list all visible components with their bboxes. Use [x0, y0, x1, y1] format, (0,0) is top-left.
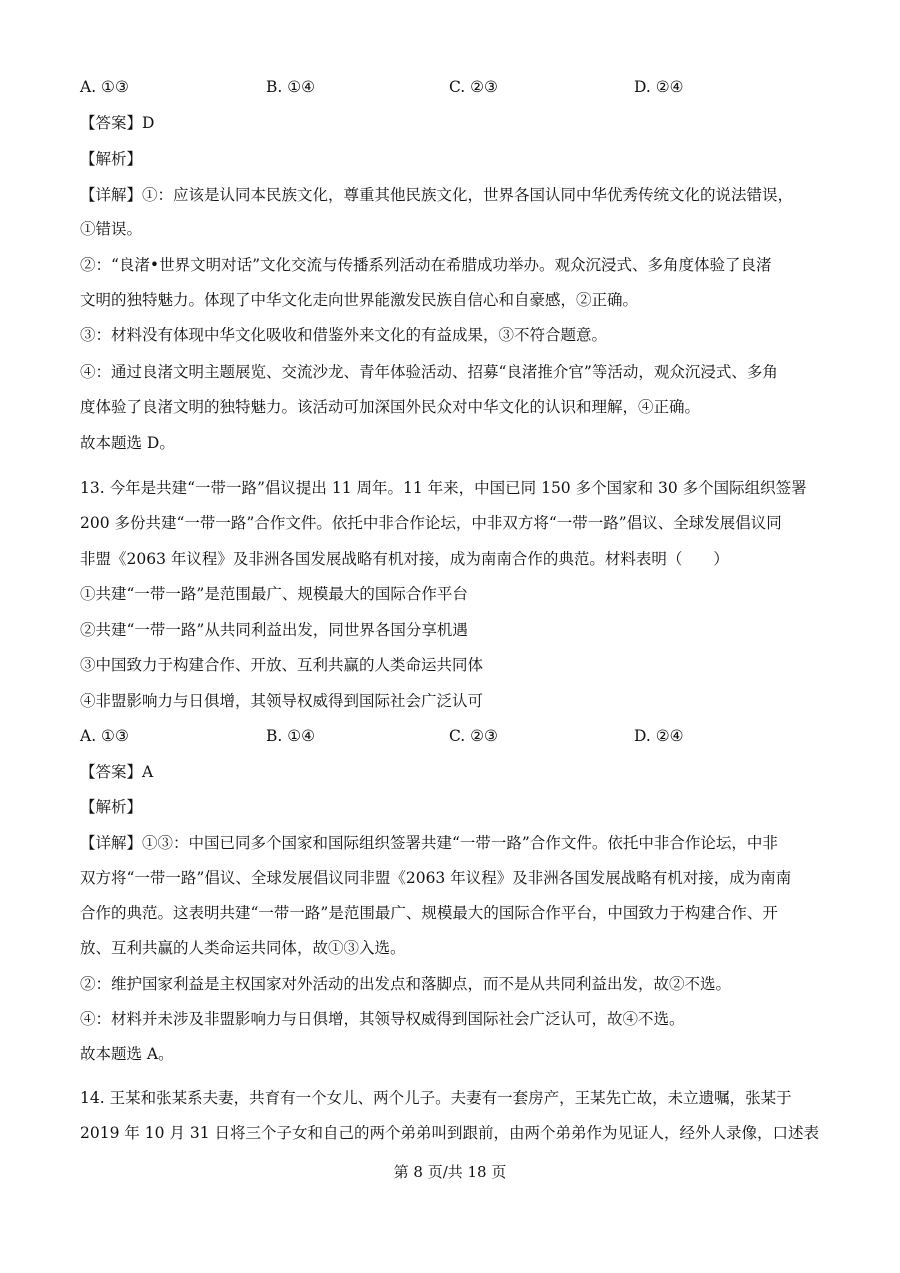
q13-option-d: D. ②④	[634, 727, 684, 745]
q14-stem-line: 14. 王某和张某系夫妻，共育有一个女儿、两个儿子。夫妻有一套房产，王某先亡故，未立遗嘱，张某于	[80, 1089, 792, 1107]
q12-detail-line: 度体验了良渚文明的独特魅力。该活动可加深国外民众对中华文化的认识和理解，④正确。	[80, 398, 701, 416]
q13-detail-line: 放、互利共赢的人类命运共同体，故①③入选。	[80, 939, 406, 957]
q14-stem-line: 2019 年 10 月 31 日将三个子女和自己的两个弟弟叫到跟前，由两个弟弟作为见证人，经外人录像，口述表	[80, 1124, 820, 1142]
q12-detail-line: ③：材料没有体现中华文化吸收和借鉴外来文化的有益成果，③不符合题意。	[80, 326, 608, 344]
q12-analysis-label: 【解析】	[80, 150, 143, 168]
q12-option-b: B. ①④	[266, 78, 316, 96]
q13-stem-line: 非盟《2063 年议程》及非洲各国发展战略有机对接，成为南南合作的典范。材料表明（ ）	[80, 550, 729, 568]
q12-detail-line: 【详解】①：应该是认同本民族文化，尊重其他民族文化，世界各国认同中华优秀传统文化的说法错误，	[80, 186, 794, 204]
q13-detail-line: 【详解】①③：中国已同多个国家和国际组织签署共建“一带一路”合作文件。依托中非合作论坛，中非	[80, 834, 778, 852]
q12-detail-line: 文明的独特魅力。体现了中华文化走向世界能激发民族自信心和自豪感，②正确。	[80, 291, 639, 309]
q13-stem-line: 13. 今年是共建“一带一路”倡议提出 11 周年。11 年来，中国已同 150 多个国家和 30 多个国际组织签署	[80, 479, 807, 497]
q12-detail-line: ①错误。	[80, 220, 143, 238]
q13-answer: 【答案】A	[80, 763, 154, 781]
q12-option-d: D. ②④	[634, 78, 684, 96]
q13-option-b: B. ①④	[266, 727, 316, 745]
q12-detail-line: ②：“良渚•世界文明对话”文化交流与传播系列活动在希腊成功举办。观众沉浸式、多角度体验了良渚	[80, 256, 772, 274]
q13-detail-line: ④：材料并未涉及非盟影响力与日俱增，其领导权威得到国际社会广泛认可，故④不选。	[80, 1010, 685, 1028]
q13-stem-line: 200 多份共建“一带一路”合作文件。依托中非合作论坛，中非双方将“一带一路”倡议、全球发展倡议同	[80, 514, 782, 532]
q13-option-a: A. ①③	[80, 727, 129, 745]
q12-detail-line: ④：通过良渚文明主题展览、交流沙龙、青年体验活动、招募“良渚推介官”等活动，观众沉浸式、多角	[80, 363, 778, 381]
q13-detail-line: 双方将“一带一路”倡议、全球发展倡议同非盟《2063 年议程》及非洲各国发展战略有机对接，成为南南	[80, 869, 792, 887]
q13-conclusion: 故本题选 A。	[80, 1045, 174, 1063]
q13-statement: ②共建“一带一路”从共同利益出发，同世界各国分享机遇	[80, 621, 468, 639]
q12-option-c: C. ②③	[449, 78, 498, 96]
q13-option-c: C. ②③	[449, 727, 498, 745]
q12-answer: 【答案】D	[80, 114, 155, 132]
q13-statement: ①共建“一带一路”是范围最广、规模最大的国际合作平台	[80, 585, 468, 603]
q13-detail-line: 合作的典范。这表明共建“一带一路”是范围最广、规模最大的国际合作平台，中国致力于构建合作、开	[80, 904, 778, 922]
q12-options	[80, 76, 825, 98]
q13-statement: ④非盟影响力与日俱增，其领导权威得到国际社会广泛认可	[80, 692, 484, 710]
q12-conclusion: 故本题选 D。	[80, 434, 175, 452]
q13-analysis-label: 【解析】	[80, 798, 143, 816]
page-footer: 第 8 页/共 18 页	[393, 1163, 507, 1181]
q13-statement: ③中国致力于构建合作、开放、互利共赢的人类命运共同体	[80, 656, 484, 674]
q12-option-a: A. ①③	[80, 78, 129, 96]
q13-options	[80, 725, 825, 747]
q13-detail-line: ②：维护国家利益是主权国家对外活动的出发点和落脚点，而不是从共同利益出发，故②不选。	[80, 975, 732, 993]
